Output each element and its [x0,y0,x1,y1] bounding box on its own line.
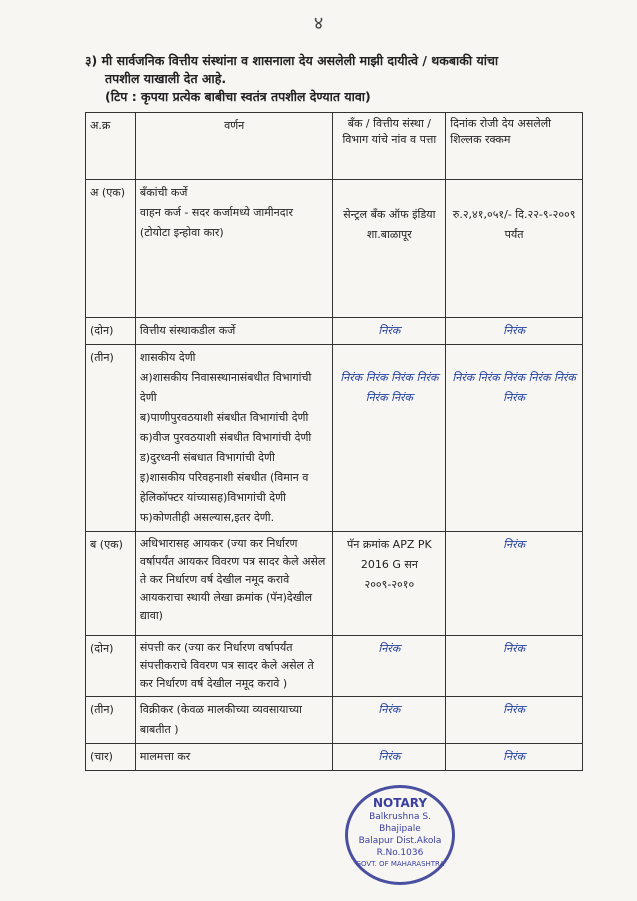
header-description: वर्णन [135,113,333,180]
bank-cell: निरंक [333,636,446,697]
description-line: विक्रीकर (केवळ मालकीच्या व्यवसायाच्या बाबतीत ) [139,703,302,736]
serial-cell: (चार) [86,744,136,771]
description-cell [135,345,333,532]
description-line: बँकांची कर्जे [139,186,188,199]
description-line: इ)शासकीय परिवहनाशी संबधीत (विमान व हेलिकॉफ्टर यांच्यासह)विभागांची देणी [139,471,309,504]
table-row [86,532,583,636]
bank-cell: पॅन क्रमांक APZ PK 2016 G सन २००९-२०१० [333,532,446,636]
heading-line2: तपशील याखाली देत आहे. [105,71,227,86]
description-cell [135,697,333,744]
serial-cell: अ (एक) [86,180,136,318]
stamp-name: Balkrushna S. Bhajipale [369,812,431,834]
bank-cell: निरंक [333,318,446,345]
liabilities-table [85,112,583,771]
table-row [86,636,583,697]
amount-cell: निरंक [446,636,583,697]
table-header [86,113,583,180]
table-row [86,345,583,532]
bank-cell: निरंक [333,744,446,771]
description-line: क)वीज पुरवठयाशी संबधीत विभागांची देणी [139,431,312,444]
description-line: वित्तीय संस्थाकडील कर्जे [139,324,236,337]
amount-cell: निरंक निरंक निरंक निरंक निरंक निरंक [446,345,583,532]
description-line: (टोयोटा इन्होवा कार) [139,226,224,239]
notary-stamp [345,785,455,885]
description-cell [135,744,333,771]
serial-cell: (तीन) [86,345,136,532]
header-serial: अ.क्र [86,113,136,180]
stamp-reg: R.No.1036 [376,848,424,858]
stamp-place: Balapur Dist.Akola [358,836,442,846]
description-line: ड)दुरध्वनी संबधात विभागांची देणी [139,451,275,464]
serial-cell: (दोन) [86,636,136,697]
description-cell [135,532,333,636]
amount-cell: निरंक [446,532,583,636]
amount-cell: निरंक [446,318,583,345]
description-cell [135,180,333,318]
stamp-bottom: GOVT. OF MAHARASHTRA [355,860,445,868]
description-cell [135,318,333,345]
description-line: वाहन कर्ज - सदर कर्जामध्ये जामीनदार [139,206,293,219]
header-amount: दिनांक रोजी देय असलेली शिल्लक रक्कम [446,113,583,180]
serial-cell: (तीन) [86,697,136,744]
description-line: अ)शासकीय निवासस्थानासंबधीत विभागांची देणी [139,371,312,404]
description-cell [135,636,333,697]
bank-cell: निरंक निरंक निरंक निरंक निरंक निरंक [333,345,446,532]
bank-cell: सेन्ट्रल बँक ऑफ इंडिया शा.बाळापूर [333,180,446,318]
amount-cell: निरंक [446,744,583,771]
stamp-title: NOTARY [372,796,428,810]
heading-line1: ३) मी सार्वजनिक वित्तीय संस्थांना व शासनाला देय असलेली माझी दायीत्वे / थकबाकी यांचा [85,53,499,68]
description-line: मालमत्ता कर [139,750,191,763]
serial-cell: ब (एक) [86,532,136,636]
bank-cell: निरंक [333,697,446,744]
description-line: ब)पाणीपुरवठयाशी संबधीत विभागांची देणी [139,411,309,424]
table-row [86,180,583,318]
heading [85,52,605,106]
serial-cell: (दोन) [86,318,136,345]
table-row [86,744,583,771]
table-row [86,318,583,345]
description-line: शासकीय देणी [139,351,196,364]
page-number: ४ [313,13,324,34]
description-line: अधिभारासह आयकर (ज्या कर निर्धारण वर्षापर्यंत आयकर विवरण पत्र सादर केले असेल ते कर निर्धारण वर्ष देखील नमूद करावे आयकराचा स्थायी लेखा क्रमांक (पॅन)देखील द्यावा) [139,537,326,622]
heading-note: (टिप : कृपया प्रत्येक बाबीचा स्वतंत्र तपशील देण्यात यावा) [105,89,371,104]
amount-cell: निरंक [446,697,583,744]
description-line: संपत्ती कर (ज्या कर निर्धारण वर्षापर्यंत संपत्तीकराचे विवरण पत्र सादर केले असेल ते कर निर्धारण वर्ष देखील नमूद करावे ) [139,641,314,690]
table-row [86,697,583,744]
header-bank: बँक / वित्तीय संस्था / विभाग यांचे नांव व पत्ता [333,113,446,180]
description-line: फ)कोणतीही असल्यास,इतर देणी. [139,511,275,524]
amount-cell: रु.२,४१,०५१/- दि.२२-९-२००९ पर्यंत [446,180,583,318]
